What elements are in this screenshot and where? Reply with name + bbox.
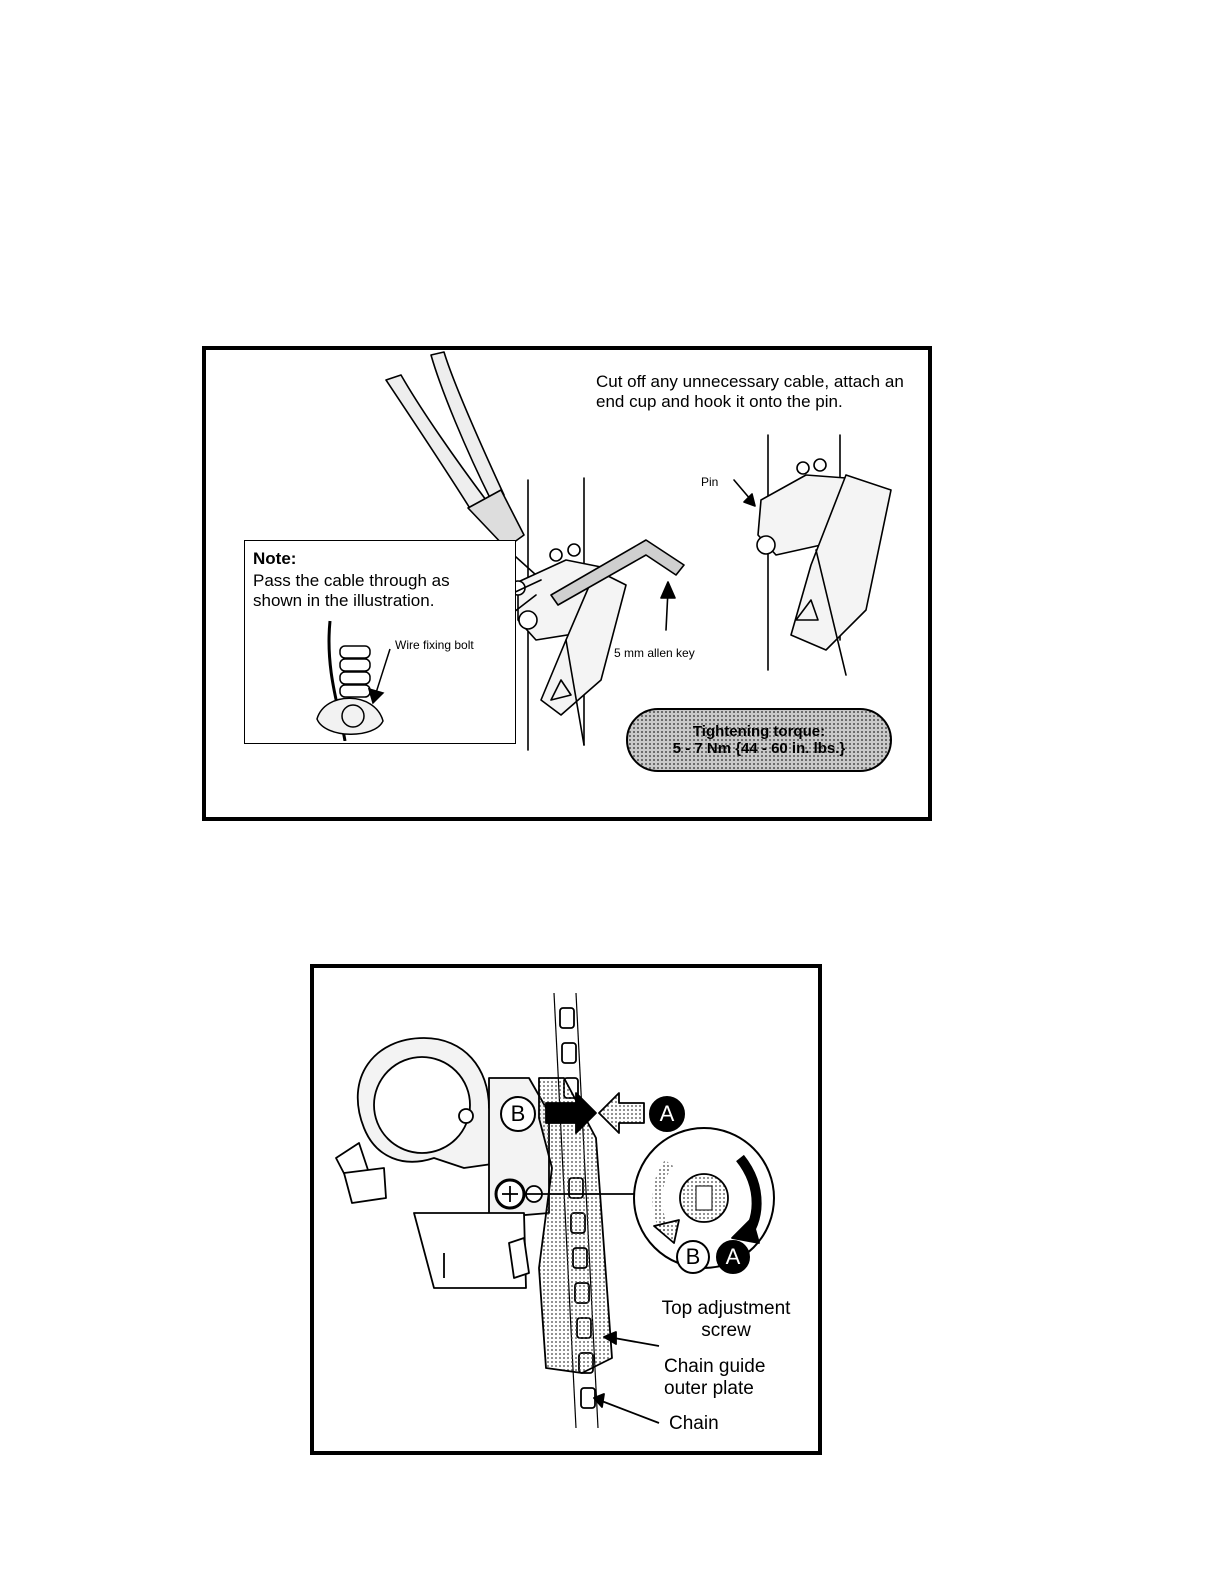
wire-fixing-bolt-label: Wire fixing bolt: [395, 638, 474, 652]
letter-b-badge: [500, 1096, 536, 1132]
note-text: Pass the cable through as shown in the illustration.: [253, 571, 450, 611]
cut-cable-instruction: Cut off any unnecessary cable, attach an end cup and hook it onto the pin.: [596, 372, 904, 412]
allen-key-label: 5 mm allen key: [614, 646, 695, 660]
figure-top-adjustment: [310, 964, 822, 1455]
arrow-a-icon: [599, 1093, 644, 1133]
letter-b: B: [510, 1101, 526, 1126]
letter-a-badge: [649, 1096, 685, 1132]
letter-a: A: [659, 1101, 675, 1126]
magnified-letter-a: A: [725, 1244, 741, 1269]
chain-guide-label: Chain guide outer plate: [664, 1356, 766, 1400]
torque-title: Tightening torque:: [692, 722, 826, 740]
chain-label: Chain: [669, 1413, 719, 1434]
torque-badge: [626, 708, 892, 772]
magnified-letter-b: B: [685, 1244, 701, 1269]
pin-label: Pin: [701, 475, 719, 489]
magnified-letter-a-badge: [716, 1240, 750, 1274]
torque-value: 5 - 7 Nm {44 - 60 in. lbs.}: [672, 740, 846, 757]
note-title: Note:: [253, 549, 297, 568]
figure-cable-installation: [202, 346, 932, 821]
note-box: [244, 540, 516, 744]
magnified-letter-b-badge: [676, 1240, 710, 1274]
top-adjustment-label: Top adjustment screw: [661, 1298, 791, 1342]
